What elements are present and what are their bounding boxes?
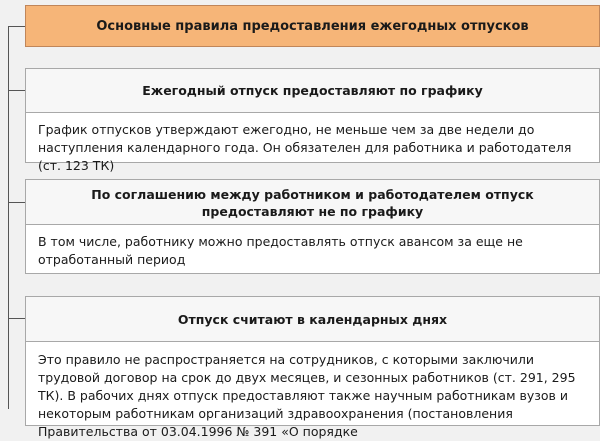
header-title-box bbox=[25, 5, 600, 47]
rule-card-title: Отпуск считают в календарных днях bbox=[26, 297, 599, 342]
connector-to-card-3 bbox=[8, 318, 25, 319]
rule-card-agreement bbox=[25, 179, 600, 274]
connector-to-card-2 bbox=[8, 202, 25, 203]
tree-connector-line bbox=[8, 26, 9, 409]
header-title: Основные правила предоставления ежегодных отпусков bbox=[96, 18, 529, 34]
rule-card-title: По соглашению между работником и работодателем отпуск предоставляют не по графику bbox=[26, 180, 599, 225]
rule-card-title: Ежегодный отпуск предоставляют по графику bbox=[26, 69, 599, 113]
connector-to-header bbox=[8, 26, 25, 27]
rule-card-body: Это правило не распространяется на сотрудников, с которыми заключили трудовой договор на срок до двух месяцев, и сезонных работников (ст. 291, 295 ТК). В рабочих днях отпуск предоставляют также научным работникам вузов и некоторым работникам организаций здравоохранения (постановления Правительства от 03.04.1996 № 391 «О порядке bbox=[38, 352, 576, 439]
connector-to-card-1 bbox=[8, 90, 25, 91]
rule-card-calendar-days bbox=[25, 296, 600, 439]
rule-card-body: В том числе, работнику можно предоставлять отпуск авансом за еще не отработанный период bbox=[38, 234, 523, 267]
rule-card-schedule bbox=[25, 68, 600, 173]
rule-card-body: График отпусков утверждают ежегодно, не меньше чем за две недели до наступления календарного года. Он обязателен для работника и работодателя (ст. 123 ТК) bbox=[38, 122, 572, 173]
